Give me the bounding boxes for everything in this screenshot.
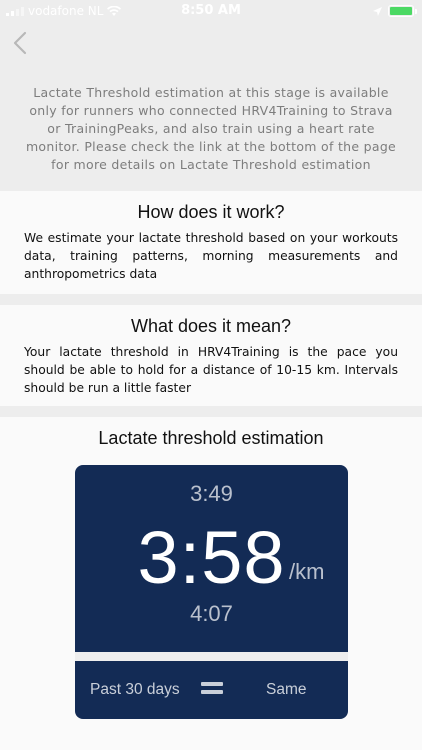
pace-unit: /km [289,559,325,584]
threshold-pace: 3:58 [137,516,286,599]
location-icon [373,7,382,16]
lower-bound-pace: 4:07 [190,601,233,626]
trend-label: Same [266,681,307,698]
how-it-works-body: We estimate your lactate threshold based on your workouts data, training patterns, morning measurements and anthropometrics data [24,231,398,281]
equals-icon [201,682,223,698]
back-button[interactable] [10,30,32,56]
what-it-means-card [0,305,422,406]
status-right [373,5,414,17]
how-it-works-card [0,191,422,294]
battery-icon [388,5,414,17]
what-it-means-body: Your lactate threshold in HRV4Training is the pace you should be able to hold for a distance of 10-15 km. Intervals should be run a little faster [24,345,398,395]
period-label: Past 30 days [90,681,180,698]
what-it-means-title: What does it mean? [130,316,292,336]
estimation-card [0,417,422,750]
estimation-panel [75,465,348,719]
clock: 8:50 AM [181,3,241,18]
chevron-left-icon [15,33,25,53]
panel-divider [75,652,348,661]
carrier-label: vodafone NL [28,4,104,18]
status-bar [0,0,422,22]
upper-bound-pace: 3:49 [190,481,233,506]
estimation-title: Lactate threshold estimation [98,428,324,448]
how-it-works-title: How does it work? [137,202,285,222]
intro-text: Lactate Threshold estimation at this stage is available only for runners who connected HRV4Training to Strava or TrainingPeaks, and also train using a heart rate monitor. Please check the link at the bottom of the page for more details on Lactate Threshold estimation [25,85,397,172]
